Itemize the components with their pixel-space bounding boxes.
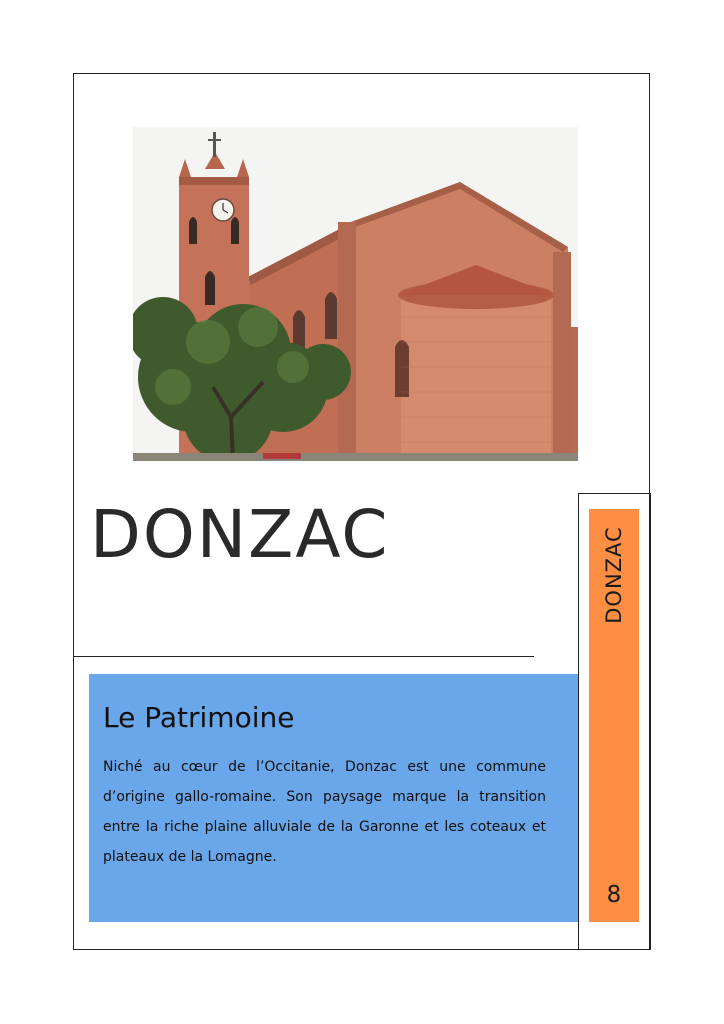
section-body: Niché au cœur de l’Occitanie, Donzac est une commune d’origine gallo-romaine. Son paysage marque la transition entre la riche plaine alluviale de la Garonne et les coteaux et plateaux de la Lomagne.: [103, 759, 546, 865]
side-tab-label: DONZAC: [602, 526, 626, 624]
page-title: DONZAC: [90, 496, 390, 573]
page-number: 8: [606, 882, 622, 908]
church-photo: [133, 127, 578, 461]
heritage-section: [89, 674, 578, 922]
title-divider: [73, 656, 534, 657]
section-heading: Le Patrimoine: [103, 701, 295, 734]
